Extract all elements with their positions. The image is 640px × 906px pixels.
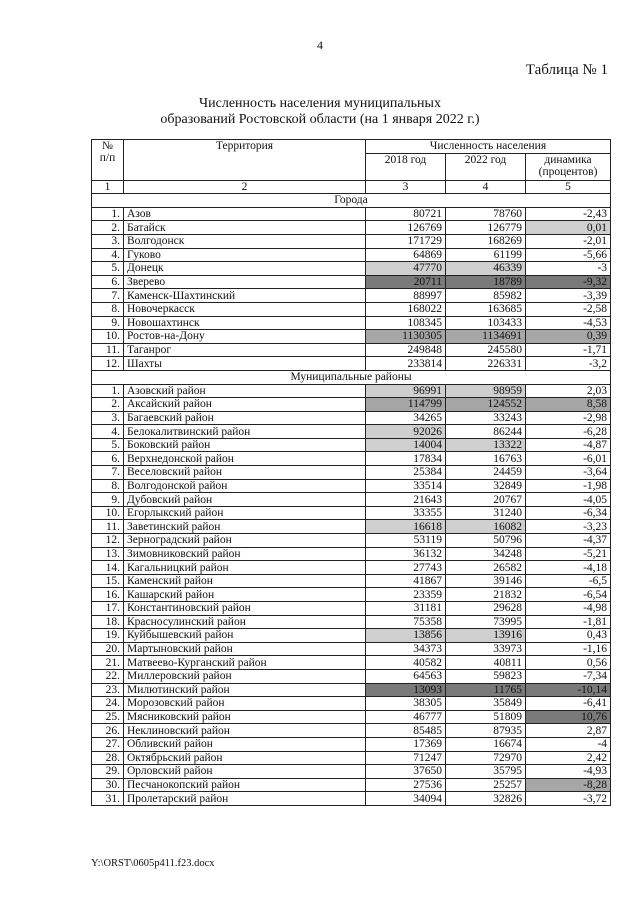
population-2018: 16618 <box>366 520 446 534</box>
dynamics-percent: -6,34 <box>526 506 611 520</box>
population-2018: 38305 <box>366 697 446 711</box>
population-2018: 53119 <box>366 534 446 548</box>
population-2022: 61199 <box>446 248 526 262</box>
table-row <box>92 656 611 670</box>
table-row <box>92 234 611 248</box>
population-2022: 32849 <box>446 479 526 493</box>
table-row <box>92 302 611 316</box>
table-row <box>92 425 611 439</box>
dynamics-percent: -1,16 <box>526 642 611 656</box>
col-number: 5 <box>526 180 611 194</box>
dynamics-percent: -6,28 <box>526 425 611 439</box>
dynamics-percent: -4,98 <box>526 602 611 616</box>
table-row <box>92 398 611 412</box>
population-2022: 40811 <box>446 656 526 670</box>
population-2018: 13093 <box>366 683 446 697</box>
dynamics-percent: 0,01 <box>526 221 611 235</box>
population-2018: 114799 <box>366 398 446 412</box>
territory-name: Верхнедонской район <box>124 452 366 466</box>
header-2018: 2018 год <box>366 153 446 180</box>
population-2018: 17834 <box>366 452 446 466</box>
population-2022: 39146 <box>446 574 526 588</box>
territory-name: Багаевский район <box>124 411 366 425</box>
dynamics-percent: -1,98 <box>526 479 611 493</box>
table-row <box>92 275 611 289</box>
section-cities <box>92 194 611 208</box>
population-2018: 17369 <box>366 737 446 751</box>
population-2018: 34094 <box>366 792 446 806</box>
population-2022: 20767 <box>446 493 526 507</box>
table-row <box>92 724 611 738</box>
population-2022: 26582 <box>446 561 526 575</box>
dynamics-percent: -4,18 <box>526 561 611 575</box>
population-2018: 71247 <box>366 751 446 765</box>
row-number: 30. <box>92 778 124 792</box>
table-row <box>92 778 611 792</box>
column-numbers-row <box>92 180 611 194</box>
population-2018: 92026 <box>366 425 446 439</box>
population-2022: 72970 <box>446 751 526 765</box>
population-2018: 64563 <box>366 669 446 683</box>
table-row <box>92 343 611 357</box>
territory-name: Кашарский район <box>124 588 366 602</box>
dynamics-percent: -2,58 <box>526 302 611 316</box>
population-2022: 24459 <box>446 466 526 480</box>
dynamics-percent: 2,87 <box>526 724 611 738</box>
table-row <box>92 751 611 765</box>
row-number: 19. <box>92 629 124 643</box>
row-number: 25. <box>92 710 124 724</box>
population-2018: 168022 <box>366 302 446 316</box>
territory-name: Красносулинский район <box>124 615 366 629</box>
territory-name: Веселовский район <box>124 466 366 480</box>
population-2018: 14004 <box>366 438 446 452</box>
population-2022: 98959 <box>446 384 526 398</box>
row-number: 6. <box>92 452 124 466</box>
territory-name: Пролетарский район <box>124 792 366 806</box>
table-body <box>92 194 611 806</box>
population-2018: 33514 <box>366 479 446 493</box>
dynamics-percent: -3,64 <box>526 466 611 480</box>
row-number: 5. <box>92 262 124 276</box>
territory-name: Зверево <box>124 275 366 289</box>
table-row <box>92 466 611 480</box>
table-row <box>92 642 611 656</box>
territory-name: Новочеркасск <box>124 302 366 316</box>
table-row <box>92 207 611 221</box>
dynamics-percent: -3,23 <box>526 520 611 534</box>
dynamics-percent: -3,39 <box>526 289 611 303</box>
population-2022: 32826 <box>446 792 526 806</box>
table-row <box>92 316 611 330</box>
dynamics-percent: -3,72 <box>526 792 611 806</box>
population-2022: 59823 <box>446 669 526 683</box>
table-row <box>92 289 611 303</box>
dynamics-percent: -5,66 <box>526 248 611 262</box>
row-number: 16. <box>92 588 124 602</box>
row-number: 3. <box>92 411 124 425</box>
dynamics-percent: 2,03 <box>526 384 611 398</box>
population-2022: 25257 <box>446 778 526 792</box>
table-row <box>92 534 611 548</box>
header-territory: Территория <box>124 140 366 181</box>
header-population: Численность населения <box>366 140 611 154</box>
dynamics-percent: -9,32 <box>526 275 611 289</box>
row-number: 27. <box>92 737 124 751</box>
population-2018: 40582 <box>366 656 446 670</box>
header-row-1 <box>92 140 611 154</box>
dynamics-percent: -2,98 <box>526 411 611 425</box>
document-title <box>0 96 640 128</box>
row-number: 9. <box>92 493 124 507</box>
table-row <box>92 697 611 711</box>
row-number: 9. <box>92 316 124 330</box>
page-number: 4 <box>317 38 323 52</box>
territory-name: Боковский район <box>124 438 366 452</box>
row-number: 18. <box>92 615 124 629</box>
row-number: 7. <box>92 289 124 303</box>
population-2022: 87935 <box>446 724 526 738</box>
dynamics-percent: -4,53 <box>526 316 611 330</box>
territory-name: Каменск-Шахтинский <box>124 289 366 303</box>
row-number: 7. <box>92 466 124 480</box>
table-row <box>92 765 611 779</box>
col-number: 2 <box>124 180 366 194</box>
population-2022: 51809 <box>446 710 526 724</box>
dynamics-percent: 2,42 <box>526 751 611 765</box>
population-2018: 47770 <box>366 262 446 276</box>
col-number: 3 <box>366 180 446 194</box>
population-2022: 16082 <box>446 520 526 534</box>
dynamics-percent: -1,81 <box>526 615 611 629</box>
dynamics-percent: -5,21 <box>526 547 611 561</box>
row-number: 12. <box>92 357 124 371</box>
table-row <box>92 792 611 806</box>
col-number: 4 <box>446 180 526 194</box>
row-number: 23. <box>92 683 124 697</box>
population-2022: 13916 <box>446 629 526 643</box>
territory-name: Каменский район <box>124 574 366 588</box>
row-number: 29. <box>92 765 124 779</box>
population-2018: 85485 <box>366 724 446 738</box>
population-2022: 35849 <box>446 697 526 711</box>
population-2022: 1134691 <box>446 330 526 344</box>
dynamics-percent: 0,39 <box>526 330 611 344</box>
population-2018: 34265 <box>366 411 446 425</box>
dynamics-percent: -4,93 <box>526 765 611 779</box>
dynamics-percent: -10,14 <box>526 683 611 697</box>
population-2018: 34373 <box>366 642 446 656</box>
population-2022: 21832 <box>446 588 526 602</box>
population-2018: 171729 <box>366 234 446 248</box>
header-2022: 2022 год <box>446 153 526 180</box>
row-number: 10. <box>92 330 124 344</box>
row-number: 11. <box>92 343 124 357</box>
row-number: 13. <box>92 547 124 561</box>
population-2018: 88997 <box>366 289 446 303</box>
territory-name: Заветинский район <box>124 520 366 534</box>
section-title-cities: Города <box>92 194 611 208</box>
territory-name: Мартыновский район <box>124 642 366 656</box>
table-row <box>92 438 611 452</box>
territory-name: Матвеево-Курганский район <box>124 656 366 670</box>
population-2018: 1130305 <box>366 330 446 344</box>
population-2018: 20711 <box>366 275 446 289</box>
table-row <box>92 357 611 371</box>
dynamics-percent: -3,2 <box>526 357 611 371</box>
table-row <box>92 574 611 588</box>
section-title-districts: Муниципальные районы <box>92 370 611 384</box>
table-row <box>92 221 611 235</box>
dynamics-percent: -8,28 <box>526 778 611 792</box>
population-2018: 41867 <box>366 574 446 588</box>
territory-name: Волгодонск <box>124 234 366 248</box>
population-2018: 37650 <box>366 765 446 779</box>
row-number: 26. <box>92 724 124 738</box>
territory-name: Батайск <box>124 221 366 235</box>
table-row <box>92 493 611 507</box>
row-number: 10. <box>92 506 124 520</box>
population-2018: 21643 <box>366 493 446 507</box>
population-2022: 35795 <box>446 765 526 779</box>
row-number: 15. <box>92 574 124 588</box>
population-2022: 13322 <box>446 438 526 452</box>
table-row <box>92 710 611 724</box>
population-2018: 80721 <box>366 207 446 221</box>
territory-name: Шахты <box>124 357 366 371</box>
row-number: 8. <box>92 302 124 316</box>
territory-name: Таганрог <box>124 343 366 357</box>
population-2018: 25384 <box>366 466 446 480</box>
dynamics-percent: -3 <box>526 262 611 276</box>
population-2022: 34248 <box>446 547 526 561</box>
row-number: 28. <box>92 751 124 765</box>
population-2018: 31181 <box>366 602 446 616</box>
table-row <box>92 411 611 425</box>
population-2022: 46339 <box>446 262 526 276</box>
row-number: 6. <box>92 275 124 289</box>
row-number: 12. <box>92 534 124 548</box>
population-2018: 64869 <box>366 248 446 262</box>
population-2018: 75358 <box>366 615 446 629</box>
population-2022: 33973 <box>446 642 526 656</box>
territory-name: Белокалитвинский район <box>124 425 366 439</box>
territory-name: Зерноградский район <box>124 534 366 548</box>
population-2022: 73995 <box>446 615 526 629</box>
population-2018: 33355 <box>366 506 446 520</box>
territory-name: Куйбышевский район <box>124 629 366 643</box>
population-2022: 33243 <box>446 411 526 425</box>
population-2018: 36132 <box>366 547 446 561</box>
row-number: 17. <box>92 602 124 616</box>
population-2022: 245580 <box>446 343 526 357</box>
population-2022: 85982 <box>446 289 526 303</box>
population-2018: 27743 <box>366 561 446 575</box>
header-num: № п/п <box>92 140 124 181</box>
territory-name: Новошахтинск <box>124 316 366 330</box>
row-number: 1. <box>92 207 124 221</box>
table-row <box>92 547 611 561</box>
territory-name: Донецк <box>124 262 366 276</box>
territory-name: Обливский район <box>124 737 366 751</box>
territory-name: Милютинский район <box>124 683 366 697</box>
territory-name: Морозовский район <box>124 697 366 711</box>
table-row <box>92 629 611 643</box>
row-number: 2. <box>92 221 124 235</box>
row-number: 8. <box>92 479 124 493</box>
table-row <box>92 262 611 276</box>
row-number: 2. <box>92 398 124 412</box>
population-2018: 23359 <box>366 588 446 602</box>
row-number: 1. <box>92 384 124 398</box>
population-2022: 29628 <box>446 602 526 616</box>
row-number: 22. <box>92 669 124 683</box>
population-2022: 16674 <box>446 737 526 751</box>
dynamics-percent: -4 <box>526 737 611 751</box>
population-2018: 46777 <box>366 710 446 724</box>
dynamics-percent: -4,37 <box>526 534 611 548</box>
row-number: 31. <box>92 792 124 806</box>
section-districts <box>92 370 611 384</box>
population-table <box>91 139 611 806</box>
territory-name: Аксайский район <box>124 398 366 412</box>
territory-name: Гуково <box>124 248 366 262</box>
population-2022: 226331 <box>446 357 526 371</box>
col-number: 1 <box>92 180 124 194</box>
table-row <box>92 561 611 575</box>
population-2022: 16763 <box>446 452 526 466</box>
territory-name: Азовский район <box>124 384 366 398</box>
dynamics-percent: -6,5 <box>526 574 611 588</box>
population-2022: 163685 <box>446 302 526 316</box>
table-row <box>92 737 611 751</box>
row-number: 3. <box>92 234 124 248</box>
table-row <box>92 602 611 616</box>
row-number: 11. <box>92 520 124 534</box>
population-2022: 103433 <box>446 316 526 330</box>
dynamics-percent: -6,54 <box>526 588 611 602</box>
row-number: 5. <box>92 438 124 452</box>
dynamics-percent: 0,56 <box>526 656 611 670</box>
population-2022: 124552 <box>446 398 526 412</box>
territory-name: Ростов-на-Дону <box>124 330 366 344</box>
territory-name: Зимовниковский район <box>124 547 366 561</box>
dynamics-percent: -1,71 <box>526 343 611 357</box>
row-number: 4. <box>92 248 124 262</box>
row-number: 24. <box>92 697 124 711</box>
dynamics-percent: -4,87 <box>526 438 611 452</box>
dynamics-percent: -2,01 <box>526 234 611 248</box>
territory-name: Егорлыкский район <box>124 506 366 520</box>
table-label: Таблица № 1 <box>525 62 608 78</box>
population-2018: 96991 <box>366 384 446 398</box>
dynamics-percent: 0,43 <box>526 629 611 643</box>
population-2022: 126779 <box>446 221 526 235</box>
population-2018: 13856 <box>366 629 446 643</box>
population-2018: 126769 <box>366 221 446 235</box>
population-2022: 18789 <box>446 275 526 289</box>
row-number: 14. <box>92 561 124 575</box>
dynamics-percent: -7,34 <box>526 669 611 683</box>
table-row <box>92 384 611 398</box>
population-2018: 233814 <box>366 357 446 371</box>
title-line-1: Численность населения муниципальных <box>199 96 441 111</box>
row-number: 20. <box>92 642 124 656</box>
dynamics-percent: 8,58 <box>526 398 611 412</box>
territory-name: Орловский район <box>124 765 366 779</box>
table-row <box>92 669 611 683</box>
title-line-2: образований Ростовской области (на 1 января 2022 г.) <box>160 112 480 127</box>
territory-name: Октябрьский район <box>124 751 366 765</box>
population-2018: 249848 <box>366 343 446 357</box>
header-dynamics: динамика (процентов) <box>526 153 611 180</box>
dynamics-percent: 10,76 <box>526 710 611 724</box>
population-2018: 108345 <box>366 316 446 330</box>
row-number: 21. <box>92 656 124 670</box>
population-2022: 78760 <box>446 207 526 221</box>
territory-name: Кагальницкий район <box>124 561 366 575</box>
table-row <box>92 248 611 262</box>
table-row <box>92 479 611 493</box>
dynamics-percent: -6,41 <box>526 697 611 711</box>
table-row <box>92 588 611 602</box>
population-2022: 11765 <box>446 683 526 697</box>
territory-name: Миллеровский район <box>124 669 366 683</box>
table-row <box>92 683 611 697</box>
dynamics-percent: -2,43 <box>526 207 611 221</box>
population-2022: 50796 <box>446 534 526 548</box>
territory-name: Константиновский район <box>124 602 366 616</box>
territory-name: Азов <box>124 207 366 221</box>
population-2022: 31240 <box>446 506 526 520</box>
territory-name: Мясниковский район <box>124 710 366 724</box>
dynamics-percent: -4,05 <box>526 493 611 507</box>
table-row <box>92 506 611 520</box>
territory-name: Песчанокопский район <box>124 778 366 792</box>
table-row <box>92 520 611 534</box>
population-2018: 27536 <box>366 778 446 792</box>
row-number: 4. <box>92 425 124 439</box>
table-row <box>92 330 611 344</box>
territory-name: Дубовский район <box>124 493 366 507</box>
territory-name: Неклиновский район <box>124 724 366 738</box>
population-2022: 86244 <box>446 425 526 439</box>
file-path-footer: Y:\ORST\0605p411.f23.docx <box>91 858 215 869</box>
population-2022: 168269 <box>446 234 526 248</box>
territory-name: Волгодонской район <box>124 479 366 493</box>
table-row <box>92 615 611 629</box>
dynamics-percent: -6,01 <box>526 452 611 466</box>
table-row <box>92 452 611 466</box>
